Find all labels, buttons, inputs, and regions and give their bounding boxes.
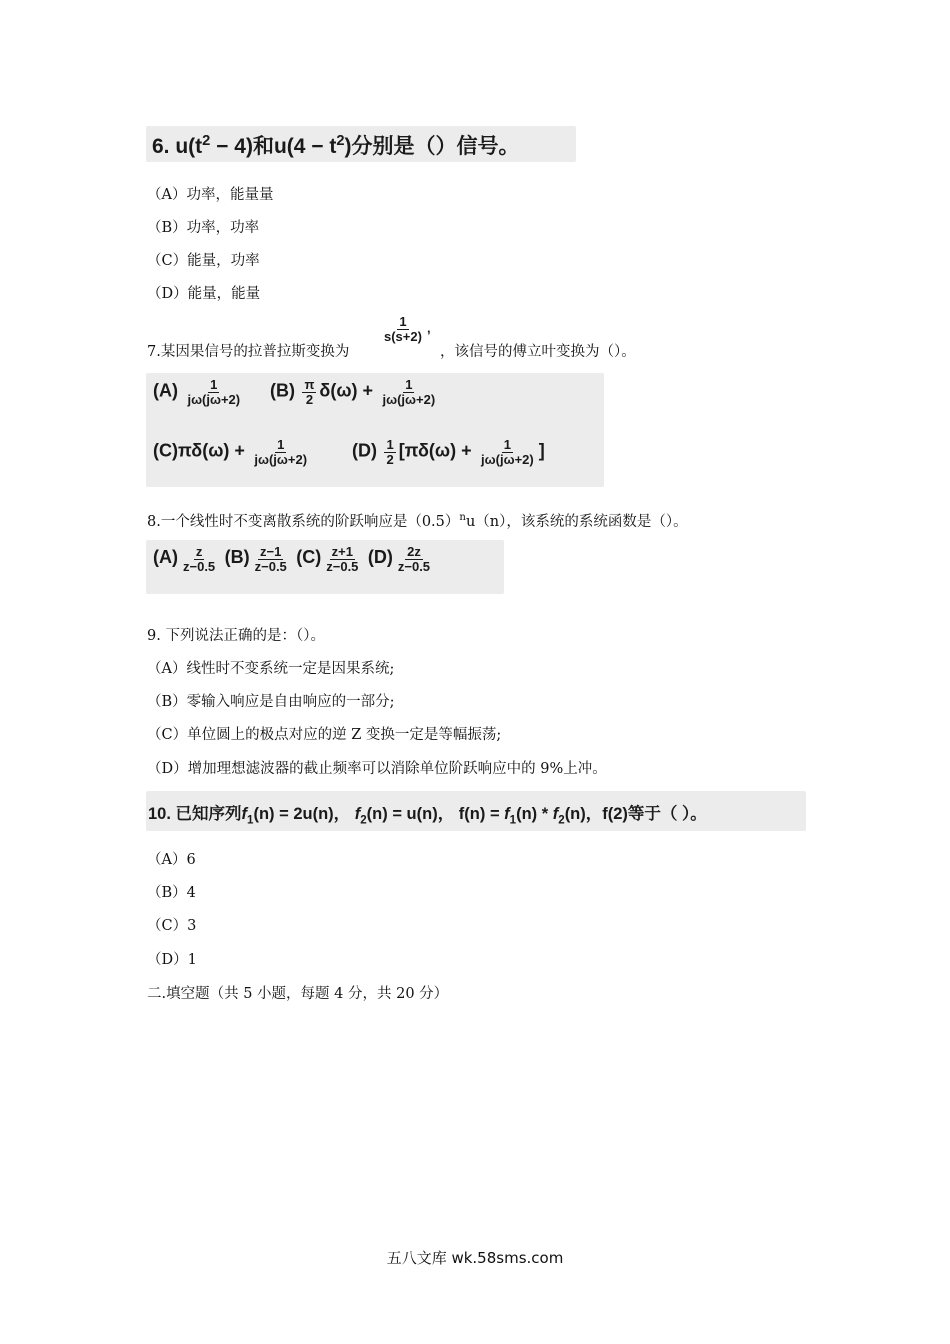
q7-stem: 7.某因果信号的拉普拉斯变换为 [147,344,350,360]
footer-watermark: 五八文库 wk.58sms.com [386,1249,564,1267]
q10-option-d: （D）1 [147,952,197,968]
q7-laplace-fraction: $\frac{1}{s(s+2)}$ , [384,314,431,344]
q6-option-d: （D）能量，能量 [147,286,261,302]
q10-option-a: （A）6 [147,852,196,868]
q10-stem: 10. 已知序列$f_1(n) = 2u(n)$， $f_2(n) = u(n)$， $f(n) = f_1(n) * f_2(n)$，f(2)等于（ ）。 [148,805,707,827]
q9-option-b: （B）零输入响应是自由响应的一部分; [147,694,395,710]
q7-option-b: (B) $\frac{\pi}{2}$ δ(ω) + $\frac{1}{j\omega(j\omega+2)}$ [270,377,436,407]
q7-option-c: (C)πδ(ω) + $\frac{1}{j\omega(j\omega+2)}$ [153,437,308,467]
q8-option-a: (A) $\frac{z}{z-0.5}$ [153,544,216,574]
q7-option-d: (D) $\frac{1}{2}$ [πδ(ω) + $\frac{1}{j\omega(j\omega+2)}$ ] [352,437,545,467]
q6-option-a: （A）功率，能量量 [147,187,274,203]
q8-option-d: (D) $\frac{2z}{z-0.5}$ [367,544,431,574]
q9-stem: 9. 下列说法正确的是：（）。 [147,628,325,644]
q10-option-c: （C）3 [147,918,197,934]
q8-stem: 8.一个线性时不变离散系统的阶跃响应是$(0.5)^nu(n)$，该系统的系统函数是（）。 [147,512,688,530]
q9-option-c: （C）单位圆上的极点对应的逆 Z 变换一定是等幅振荡; [147,727,502,743]
q8-option-b: (B) $\frac{z-1}{z-0.5}$ [224,544,287,574]
q7-stem-suffix: ，该信号的傅立叶变换为（）。 [440,344,636,360]
q6-stem: 6. $u(t^2 - 4)$和$u(4 - t^2)$分别是（）信号。 [152,133,520,158]
q10-option-b: （B）4 [147,885,196,901]
q6-option-c: （C）能量，功率 [147,253,260,269]
section-2-heading: 二.填空题（共 5 小题，每题 4 分，共 20 分） [147,986,449,1002]
q9-option-a: （A）线性时不变系统一定是因果系统; [147,661,395,677]
q8-option-c: (C) $\frac{z+1}{z-0.5}$ [296,544,359,574]
q8-options [153,545,435,573]
q6-option-b: （B）功率，功率 [147,220,260,236]
q9-option-d: （D）增加理想滤波器的截止频率可以消除单位阶跃响应中的 9%上冲。 [147,761,607,777]
q7-option-a: (A) $\frac{1}{j\omega(j\omega+2)}$ [153,377,241,407]
